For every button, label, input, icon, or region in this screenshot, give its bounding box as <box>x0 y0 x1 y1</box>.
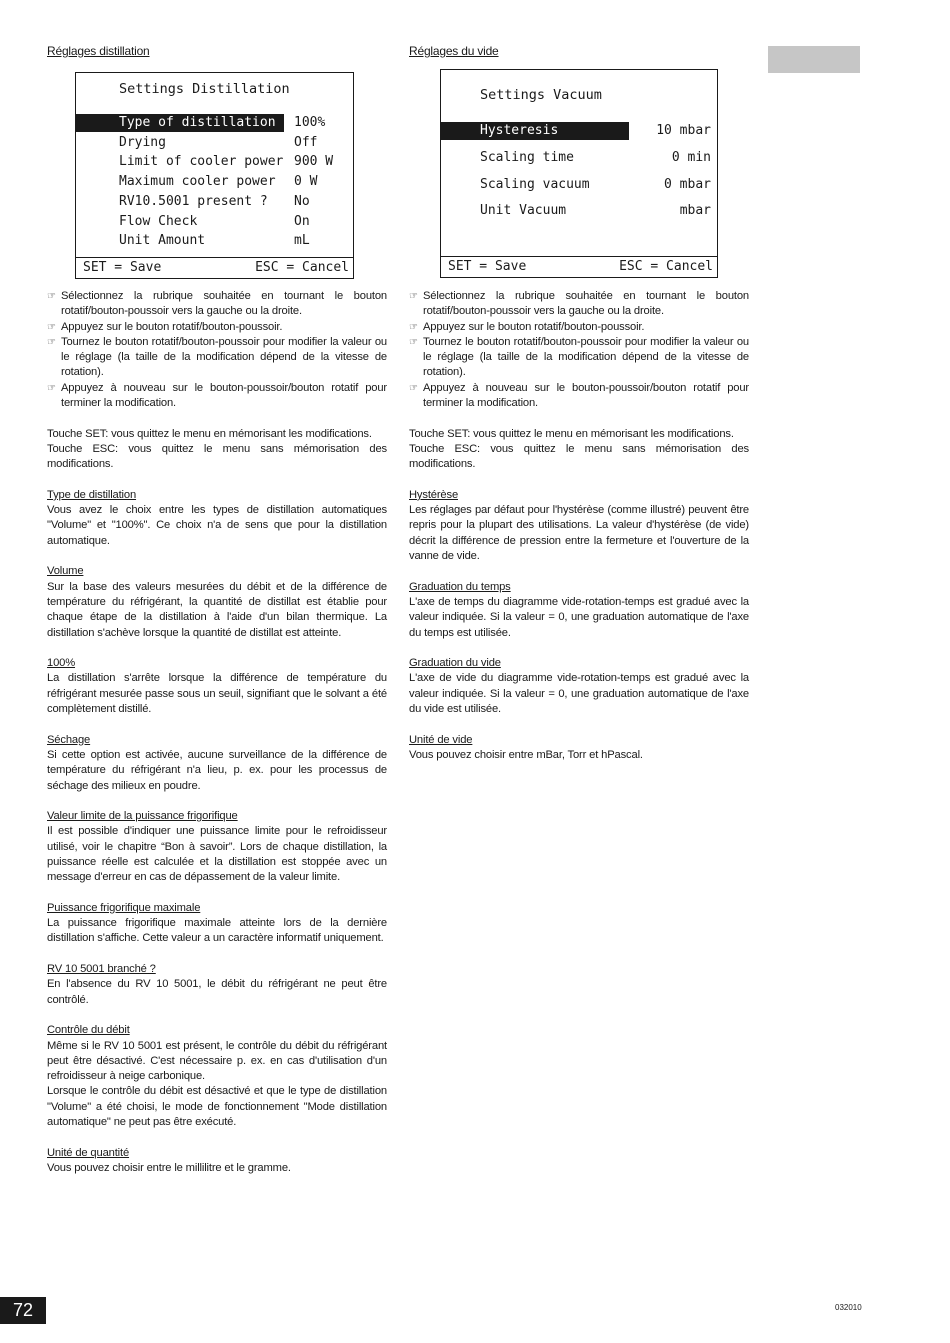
pointing-hand-icon: ☞ <box>409 321 418 333</box>
section-body: En l'absence du RV 10 5001, le débit du réfrigérant ne peut être contrôlé. <box>47 978 387 1006</box>
text-section <box>47 1023 387 1130</box>
section-heading: Contrôle du débit <box>47 1024 130 1037</box>
pointing-hand-icon: ☞ <box>47 321 56 333</box>
section-body: L'axe de temps du diagramme vide-rotation-temps est gradué avec la valeur indiquée. Si la valeur = 0, une graduation automatique de l'axe du temps est utilisée. <box>409 595 749 639</box>
section-heading: Type de distillation <box>47 488 137 501</box>
screen-title: Settings Distillation <box>119 81 290 97</box>
left-text <box>47 289 387 1176</box>
distillation-settings-caption: Réglages distillation <box>47 44 150 58</box>
setting-row[interactable] <box>441 202 717 220</box>
instruction-step <box>409 335 749 381</box>
setting-value: 900 W <box>294 154 334 170</box>
instruction-text: Sélectionnez la rubrique souhaitée en tournant le bouton rotatif/bouton-poussoir vers la gauche ou la droite. <box>61 290 387 318</box>
setting-row[interactable] <box>76 134 353 152</box>
setting-value: No <box>294 193 310 209</box>
setting-row[interactable] <box>76 114 353 132</box>
key-note: Touche SET: vous quittez le menu en mémorisant les modifications. <box>47 427 372 440</box>
setting-label: Hysteresis <box>441 122 629 140</box>
section-body: Vous pouvez choisir entre le millilitre et le gramme. <box>47 1161 291 1174</box>
screen-footer <box>76 257 353 278</box>
document-code: 032010 <box>835 1303 862 1312</box>
setting-row[interactable] <box>441 176 717 194</box>
section-body: Lorsque le contrôle du débit est désactivé et que le type de distillation "Volume" a été choisi, le mode de fonctionnement "Mode distillation automatique" ne peut pas être exécuté. <box>47 1085 387 1129</box>
section-body: Les réglages par défaut pour l'hystérèse (comme illustré) peuvent être repris pour la plupart des utilisations. La valeur d'hystérèse (de vide) décrit la différence de pression entre la fermeture et l'ouverture de la vanne de vide. <box>409 504 749 563</box>
instruction-text: Appuyez sur le bouton rotatif/bouton-poussoir. <box>61 320 283 333</box>
section-tab <box>768 46 860 73</box>
pointing-hand-icon: ☞ <box>47 291 56 302</box>
text-section <box>47 962 387 1008</box>
pointing-hand-icon: ☞ <box>409 382 418 394</box>
text-section <box>409 656 749 717</box>
setting-label: Type of distillation <box>76 114 284 132</box>
setting-value: Off <box>294 134 318 150</box>
pointing-hand-icon: ☞ <box>409 336 418 348</box>
key-notes <box>47 427 387 473</box>
set-save-hint: SET = Save <box>448 259 527 274</box>
instruction-text: Sélectionnez la rubrique souhaitée en tournant le bouton rotatif/bouton-poussoir vers la gauche ou la droite. <box>423 290 749 318</box>
pointing-hand-icon: ☞ <box>47 382 56 394</box>
key-notes <box>409 427 749 473</box>
distillation-settings-screen <box>75 72 354 279</box>
setting-row[interactable] <box>441 149 717 167</box>
instruction-step <box>47 381 387 412</box>
text-section <box>409 580 749 641</box>
setting-value: mL <box>294 233 310 249</box>
setting-value: 100% <box>294 115 326 130</box>
key-note: Touche SET: vous quittez le menu en mémorisant les modifications. <box>409 427 734 440</box>
setting-value: On <box>294 213 310 229</box>
instruction-text: Tournez le bouton rotatif/bouton-poussoir pour modifier la valeur ou le réglage (la taille de la modification dépend de la vitesse de rotation). <box>423 335 749 379</box>
setting-label: Unit Amount <box>119 233 206 249</box>
instruction-text: Appuyez à nouveau sur le bouton-poussoir/bouton rotatif pour terminer la modification. <box>423 381 749 410</box>
page-number: 72 <box>0 1297 46 1324</box>
instruction-step <box>409 289 749 320</box>
section-body: La distillation s'arrête lorsque la différence de température du réfrigérant mesurée passe sous un seuil, signifiant que le solvant a été complètement distillé. <box>47 672 387 716</box>
key-note: Touche ESC: vous quittez le menu sans mémorisation des modifications. <box>47 442 387 471</box>
setting-value: mbar <box>679 203 711 219</box>
pointing-hand-icon: ☞ <box>409 291 418 302</box>
instruction-text: Appuyez à nouveau sur le bouton-poussoir/bouton rotatif pour terminer la modification. <box>61 381 387 410</box>
section-body: L'axe de vide du diagramme vide-rotation-temps est gradué avec la valeur indiquée. Si la valeur = 0, une graduation automatique de l'axe du vide est utilisée. <box>409 672 749 716</box>
section-heading: Puissance frigorifique maximale <box>47 901 201 914</box>
section-heading: Graduation du vide <box>409 657 501 670</box>
text-section <box>47 733 387 794</box>
section-heading: Hystérèse <box>409 488 459 501</box>
section-body: La puissance frigorifique maximale atteinte lors de la dernière distillation s'affiche. Cette valeur a un caractère informatif uniquement. <box>47 917 387 945</box>
section-body: Sur la base des valeurs mesurées du débit et de la différence de température du réfrigérant, la quantité de distillat est établie pour chaque étape de la distillation à l'aide d'un bilan thermique. La distillation s'achève lorsque la quantité de distillat est atteinte. <box>47 580 387 639</box>
key-note: Touche ESC: vous quittez le menu sans mémorisation des modifications. <box>409 442 749 471</box>
setting-row[interactable] <box>441 122 717 140</box>
instruction-text: Tournez le bouton rotatif/bouton-poussoir pour modifier la valeur ou le réglage (la taille de la modification dépend de la vitesse de rotation). <box>61 335 387 379</box>
setting-label: Drying <box>119 134 166 150</box>
setting-label: Unit Vacuum <box>480 203 567 219</box>
section-heading: Unité de vide <box>409 733 473 746</box>
setting-label: Limit of cooler power <box>119 154 284 170</box>
setting-label: RV10.5001 present ? <box>119 193 268 209</box>
vacuum-settings-caption: Réglages du vide <box>409 44 499 58</box>
set-save-hint: SET = Save <box>83 260 162 275</box>
section-heading: RV 10 5001 branché ? <box>47 963 156 976</box>
setting-label: Maximum cooler power <box>119 174 276 190</box>
setting-label: Scaling time <box>480 149 574 165</box>
setting-row[interactable] <box>76 193 353 211</box>
text-section <box>47 564 387 640</box>
instruction-step <box>47 320 387 335</box>
screen-footer <box>441 256 717 277</box>
setting-row[interactable] <box>76 153 353 171</box>
setting-row[interactable] <box>76 173 353 191</box>
setting-label: Scaling vacuum <box>480 176 590 192</box>
section-heading: Valeur limite de la puissance frigorifique <box>47 810 238 823</box>
instruction-step <box>409 381 749 412</box>
setting-value: 0 W <box>294 174 318 190</box>
setting-value: 0 mbar <box>664 176 711 192</box>
instruction-text: Appuyez sur le bouton rotatif/bouton-poussoir. <box>423 320 645 333</box>
section-body: Il est possible d'indiquer une puissance limite pour le refroidisseur utilisé, voir le chapitre “Bon à savoir”. Lors de chaque distillation, la puissance réelle est calculée et la distillation est stoppée avec un message d'erreur en cas de dépassement de la valeur limite. <box>47 825 387 884</box>
vacuum-settings-screen <box>440 69 718 278</box>
section-body: Vous avez le choix entre les types de distillation automatiques "Volume" et "100%". Ce choix n'a de sens que pour la distillation automatique. <box>47 504 387 547</box>
esc-cancel-hint: ESC = Cancel <box>255 260 349 275</box>
text-section <box>47 901 387 947</box>
right-text <box>409 289 749 763</box>
instruction-step <box>409 320 749 335</box>
setting-row[interactable] <box>76 232 353 250</box>
setting-value: 10 mbar <box>656 123 711 138</box>
instruction-step <box>47 335 387 381</box>
setting-row[interactable] <box>76 213 353 231</box>
setting-label: Flow Check <box>119 213 198 229</box>
section-heading: Volume <box>47 565 84 578</box>
setting-value: 0 min <box>671 149 711 165</box>
section-body: Si cette option est activée, aucune surveillance de la différence de température du réfrigérant n'a lieu, p. ex. pour les processus de séchage des milieux en poudre. <box>47 748 387 792</box>
text-section <box>47 488 387 549</box>
text-section <box>47 809 387 885</box>
text-section <box>47 656 387 717</box>
esc-cancel-hint: ESC = Cancel <box>619 259 713 274</box>
text-section <box>409 488 749 564</box>
text-section <box>409 733 749 764</box>
instruction-step <box>47 289 387 320</box>
section-heading: Unité de quantité <box>47 1146 130 1159</box>
section-body: Même si le RV 10 5001 est présent, le contrôle du débit du réfrigérant peut être désactivé. C'est nécessaire p. ex. en cas d'utilisation d'un refroidisseur à neige carbonique. <box>47 1039 387 1083</box>
section-heading: 100% <box>47 657 76 670</box>
section-heading: Graduation du temps <box>409 580 511 593</box>
section-heading: Séchage <box>47 733 91 746</box>
text-section <box>47 1146 387 1177</box>
screen-title: Settings Vacuum <box>480 87 602 103</box>
section-body: Vous pouvez choisir entre mBar, Torr et hPascal. <box>409 748 643 761</box>
pointing-hand-icon: ☞ <box>47 336 56 348</box>
